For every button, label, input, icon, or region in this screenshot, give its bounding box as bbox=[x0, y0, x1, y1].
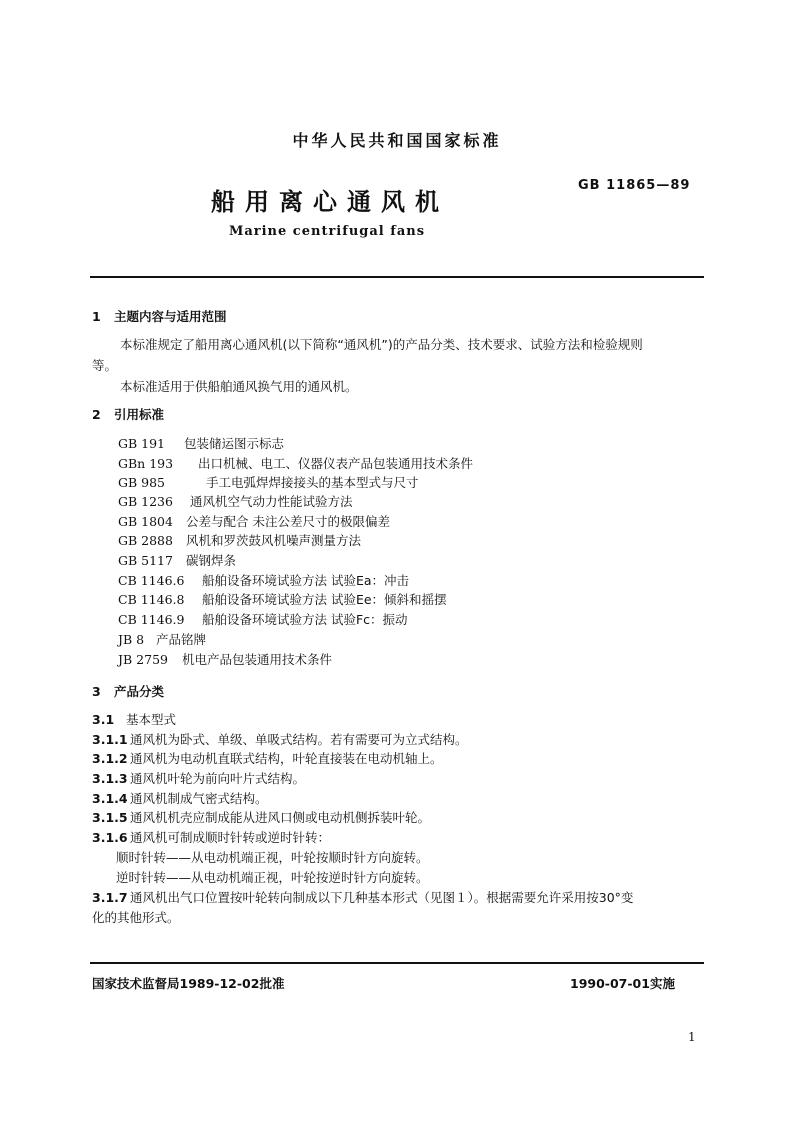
english-title: Marine centrifugal fans bbox=[228, 224, 426, 239]
clause-text: 基本型式 bbox=[126, 712, 177, 727]
section-title: 主题内容与适用范围 bbox=[114, 309, 227, 324]
ref-code: CB 1146.8 bbox=[118, 592, 185, 607]
section-1-para1-line2: 等。 bbox=[92, 358, 118, 373]
ref-code: GB 5117 bbox=[118, 553, 173, 568]
ref-code: CB 1146.9 bbox=[118, 612, 185, 627]
clause-3-1-6 bbox=[92, 828, 330, 846]
clause-text: 通风机可制成顺时针转或逆时针转： bbox=[130, 830, 331, 845]
ref-title: 包装储运图示标志 bbox=[184, 436, 285, 451]
ref-title: 船舶设备环境试验方法 试验Ea：冲击 bbox=[202, 573, 410, 588]
clause-3-1-7-continued: 化的其他形式。 bbox=[92, 910, 180, 925]
clause-3-1-2 bbox=[92, 749, 443, 767]
clause-number: 3.1.2 bbox=[92, 751, 128, 766]
ref-title: 船舶设备环境试验方法 试验Fc：振动 bbox=[202, 612, 408, 627]
ref-code: JB 8 bbox=[118, 632, 145, 647]
ref-item bbox=[118, 551, 236, 569]
clause-text: 通风机机壳应制成能从进风口侧或电动机侧拆装叶轮。 bbox=[130, 810, 431, 825]
ref-code: CB 1146.6 bbox=[118, 573, 185, 588]
clause-number: 3.1.6 bbox=[92, 830, 128, 845]
ref-title: 碳钢焊条 bbox=[186, 553, 237, 568]
section-1-para1-line1: 本标准规定了船用离心通风机(以下简称“通风机”)的产品分类、技术要求、试验方法和检验规则 bbox=[120, 337, 643, 352]
ref-title: 手工电弧焊焊接接头的基本型式与尺寸 bbox=[206, 475, 419, 490]
clause-number: 3.1 bbox=[92, 712, 115, 727]
section-3-heading bbox=[92, 682, 164, 700]
ref-code: GB 2888 bbox=[118, 533, 173, 548]
clause-text: 通风机为卧式、单级、单吸式结构。若有需要可为立式结构。 bbox=[130, 732, 468, 747]
ref-item bbox=[118, 531, 361, 549]
effective-date: 1990-07-01实施 bbox=[570, 976, 675, 991]
clause-number: 3.1.5 bbox=[92, 810, 128, 825]
clause-number: 3.1.1 bbox=[92, 732, 128, 747]
standard-code: GB 11865—89 bbox=[578, 178, 691, 193]
clause-3-1 bbox=[92, 710, 176, 728]
section-2-heading bbox=[92, 405, 164, 423]
ref-item bbox=[118, 492, 353, 510]
clause-text: 通风机出气口位置按叶轮转向制成以下几种基本形式（见图１）。根据需要允许采用按30°变 bbox=[130, 890, 634, 905]
ref-code: JB 2759 bbox=[118, 652, 168, 667]
clause-3-1-1 bbox=[92, 730, 468, 748]
page-number: 1 bbox=[688, 1030, 696, 1044]
section-1-para2: 本标准适用于供船舶通风换气用的通风机。 bbox=[120, 379, 358, 394]
ref-code: GBn 193 bbox=[118, 456, 174, 471]
document-title: 船用离心通风机 bbox=[211, 188, 449, 216]
section-title: 引用标准 bbox=[114, 407, 165, 422]
clause-3-1-3 bbox=[92, 769, 305, 787]
approval-date: 国家技术监督局1989-12-02批准 bbox=[92, 976, 285, 991]
ref-item bbox=[118, 650, 332, 668]
ref-code: GB 1804 bbox=[118, 514, 173, 529]
ref-title: 通风机空气动力性能试验方法 bbox=[190, 494, 353, 509]
ref-code: GB 1236 bbox=[118, 494, 173, 509]
clause-text: 通风机叶轮为前向叶片式结构。 bbox=[130, 771, 306, 786]
ref-item bbox=[118, 590, 447, 608]
ref-title: 风机和罗茨鼓风机噪声测量方法 bbox=[186, 533, 362, 548]
header-divider bbox=[90, 276, 704, 278]
clause-text: 通风机制成气密式结构。 bbox=[130, 791, 268, 806]
ref-title: 产品铭牌 bbox=[156, 632, 207, 647]
ref-code: GB 985 bbox=[118, 475, 166, 490]
ref-title: 机电产品包装通用技术条件 bbox=[182, 652, 333, 667]
ref-item bbox=[118, 610, 408, 628]
footer-divider bbox=[90, 962, 704, 964]
counterclockwise-definition: 逆时针转——从电动机端正视，叶轮按逆时针方向旋转。 bbox=[116, 870, 429, 885]
section-number: 3 bbox=[92, 684, 101, 699]
section-number: 2 bbox=[92, 407, 101, 422]
section-1-heading bbox=[92, 307, 227, 325]
ref-item bbox=[118, 571, 409, 589]
clause-number: 3.1.3 bbox=[92, 771, 128, 786]
ref-title: 出口机械、电工、仪器仪表产品包装通用技术条件 bbox=[198, 456, 474, 471]
ref-item bbox=[118, 512, 390, 530]
ref-item bbox=[118, 434, 284, 452]
section-number: 1 bbox=[92, 309, 101, 324]
clause-number: 3.1.7 bbox=[92, 890, 128, 905]
ref-item bbox=[118, 473, 419, 491]
ref-title: 船舶设备环境试验方法 试验Ee：倾斜和摇摆 bbox=[202, 592, 447, 607]
clause-text: 通风机为电动机直联式结构，叶轮直接装在电动机轴上。 bbox=[130, 751, 443, 766]
national-standard-heading: 中华人民共和国国家标准 bbox=[292, 131, 502, 150]
ref-code: GB 191 bbox=[118, 436, 166, 451]
ref-item bbox=[118, 630, 206, 648]
ref-item bbox=[118, 454, 473, 472]
clause-3-1-4 bbox=[92, 789, 268, 807]
section-title: 产品分类 bbox=[114, 684, 165, 699]
clause-number: 3.1.4 bbox=[92, 791, 128, 806]
clause-3-1-5 bbox=[92, 808, 430, 826]
clockwise-definition: 顺时针转——从电动机端正视，叶轮按顺时针方向旋转。 bbox=[116, 850, 429, 865]
clause-3-1-7 bbox=[92, 888, 633, 906]
ref-title: 公差与配合 未注公差尺寸的极限偏差 bbox=[186, 514, 390, 529]
